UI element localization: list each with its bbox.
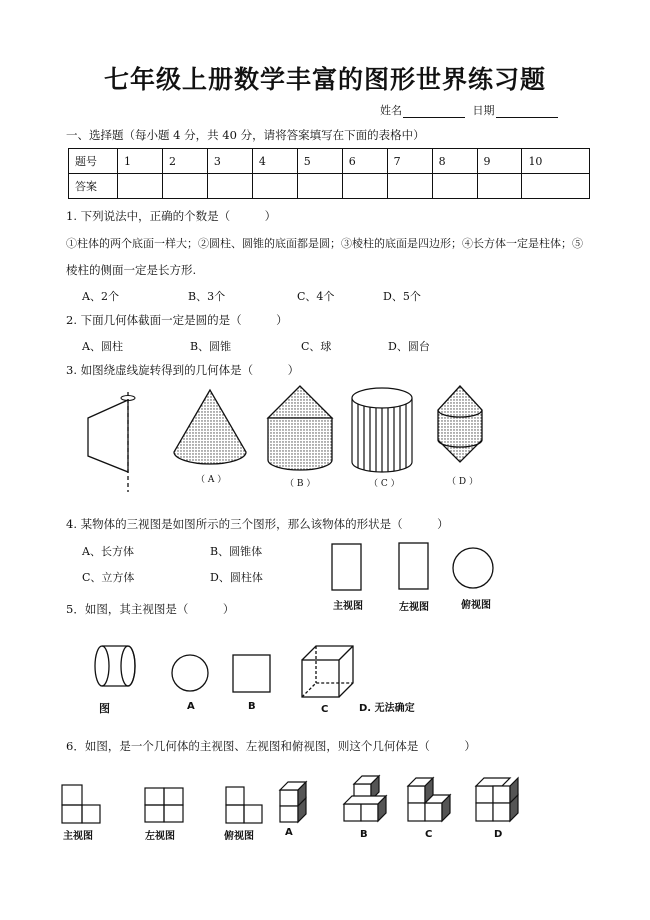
answer-cell[interactable] [387, 174, 432, 199]
name-field [380, 102, 562, 118]
date-blank[interactable] [496, 106, 558, 118]
row-header-question: 题号 [69, 149, 118, 174]
q3-option-a-cone [174, 390, 246, 464]
answer-cell[interactable] [477, 174, 522, 199]
question-number: 6 [342, 149, 387, 174]
table-row [69, 174, 590, 199]
table-row [69, 149, 590, 174]
q1-statement-line2: 棱柱的侧面一定是长方形. [66, 263, 197, 277]
q6-label-a[interactable]: A [285, 827, 293, 838]
q4-option-c[interactable]: C、立方体 [82, 571, 135, 584]
q3-label-c[interactable]: （ C ） [369, 479, 400, 489]
q1-option-d[interactable]: D、5个 [383, 290, 421, 303]
answer-cell[interactable] [432, 174, 477, 199]
q4-front-view-label: 主视图 [333, 601, 363, 612]
section-heading: 一、选择题（每小题 4 分，共 40 分，请将答案填写在下面的表格中） [66, 128, 425, 142]
question-number: 7 [387, 149, 432, 174]
q6-option-b [344, 776, 386, 821]
answer-table [68, 148, 590, 199]
question-number: 1 [118, 149, 163, 174]
answer-cell[interactable] [342, 174, 387, 199]
question-number: 8 [432, 149, 477, 174]
q3-label-a[interactable]: （ A ） [196, 475, 227, 485]
q1-option-c[interactable]: C、4个 [297, 290, 335, 303]
q6-front-view-label: 主视图 [63, 831, 93, 842]
q5-label-b[interactable]: B [248, 701, 256, 712]
q2-option-a[interactable]: A、圆柱 [82, 340, 123, 353]
q4-stem: 4. 某物体的三视图是如图所示的三个图形，那么该物体的形状是（ ） [66, 517, 449, 531]
name-label: 姓名 [380, 104, 402, 117]
question-number: 4 [252, 149, 297, 174]
q1-stem: 1. 下列说法中，正确的个数是（ ） [66, 209, 277, 223]
q6-left-view-label: 左视图 [145, 831, 175, 842]
q5-figures [95, 646, 353, 697]
question-number: 2 [162, 149, 207, 174]
q6-option-d [476, 778, 518, 821]
q6-stem: 6．如图，是一个几何体的主视图、左视图和俯视图，则这个几何体是（ ） [66, 739, 476, 753]
q5-figure-label: 图 [99, 702, 110, 715]
q3-option-b-house [268, 386, 332, 470]
q6-label-c[interactable]: C [425, 829, 433, 840]
question-number: 5 [297, 149, 342, 174]
page-title: 七年级上册数学丰富的图形世界练习题 [103, 65, 546, 94]
row-header-answer: 答案 [69, 174, 118, 199]
name-blank[interactable] [403, 106, 465, 118]
q1-option-b[interactable]: B、3个 [188, 290, 226, 303]
q6-label-b[interactable]: B [360, 829, 368, 840]
q6-views [62, 785, 262, 823]
answer-cell[interactable] [297, 174, 342, 199]
q6-top-view-label: 俯视图 [224, 831, 254, 842]
q3-option-d-spindle [438, 386, 482, 462]
q3-source-figure [88, 392, 135, 492]
q5-stem: 5．如图，其主视图是（ ） [66, 602, 235, 616]
q4-top-view-label: 俯视图 [461, 600, 491, 611]
answer-cell[interactable] [207, 174, 252, 199]
q5-label-d[interactable]: D. 无法确定 [359, 703, 415, 714]
q6-option-a [280, 782, 306, 822]
q6-option-c [408, 778, 450, 821]
q2-stem: 2. 下面几何体截面一定是圆的是（ ） [66, 313, 288, 327]
q2-option-b[interactable]: B、圆锥 [190, 340, 232, 353]
q2-option-d[interactable]: D、圆台 [388, 340, 430, 353]
answer-cell[interactable] [252, 174, 297, 199]
q5-label-c[interactable]: C [321, 704, 329, 715]
question-number: 3 [207, 149, 252, 174]
q3-stem: 3. 如图绕虚线旋转得到的几何体是（ ） [66, 363, 300, 377]
q3-label-d[interactable]: （ D ） [447, 477, 478, 487]
question-number: 10 [522, 149, 590, 174]
answer-cell[interactable] [162, 174, 207, 199]
q4-views [332, 543, 493, 590]
q4-option-d[interactable]: D、圆柱体 [210, 571, 263, 584]
q1-option-a[interactable]: A、2个 [82, 290, 119, 303]
q4-left-view-label: 左视图 [399, 602, 429, 613]
q6-label-d[interactable]: D [494, 829, 503, 840]
answer-cell[interactable] [522, 174, 590, 199]
answer-cell[interactable] [118, 174, 163, 199]
q3-label-b[interactable]: （ B ） [285, 479, 316, 489]
q5-label-a[interactable]: A [187, 701, 195, 712]
q4-option-a[interactable]: A、长方体 [82, 545, 134, 558]
q2-option-c[interactable]: C、球 [301, 340, 332, 353]
date-label: 日期 [472, 104, 495, 117]
q4-option-b[interactable]: B、圆锥体 [210, 545, 263, 558]
question-number: 9 [477, 149, 522, 174]
q1-statement-line1: ①柱体的两个底面一样大；②圆柱、圆锥的底面都是圆；③棱柱的底面是四边形；④长方体一定是柱体；⑤ [66, 237, 583, 250]
q3-option-c-cylinder [352, 388, 412, 472]
